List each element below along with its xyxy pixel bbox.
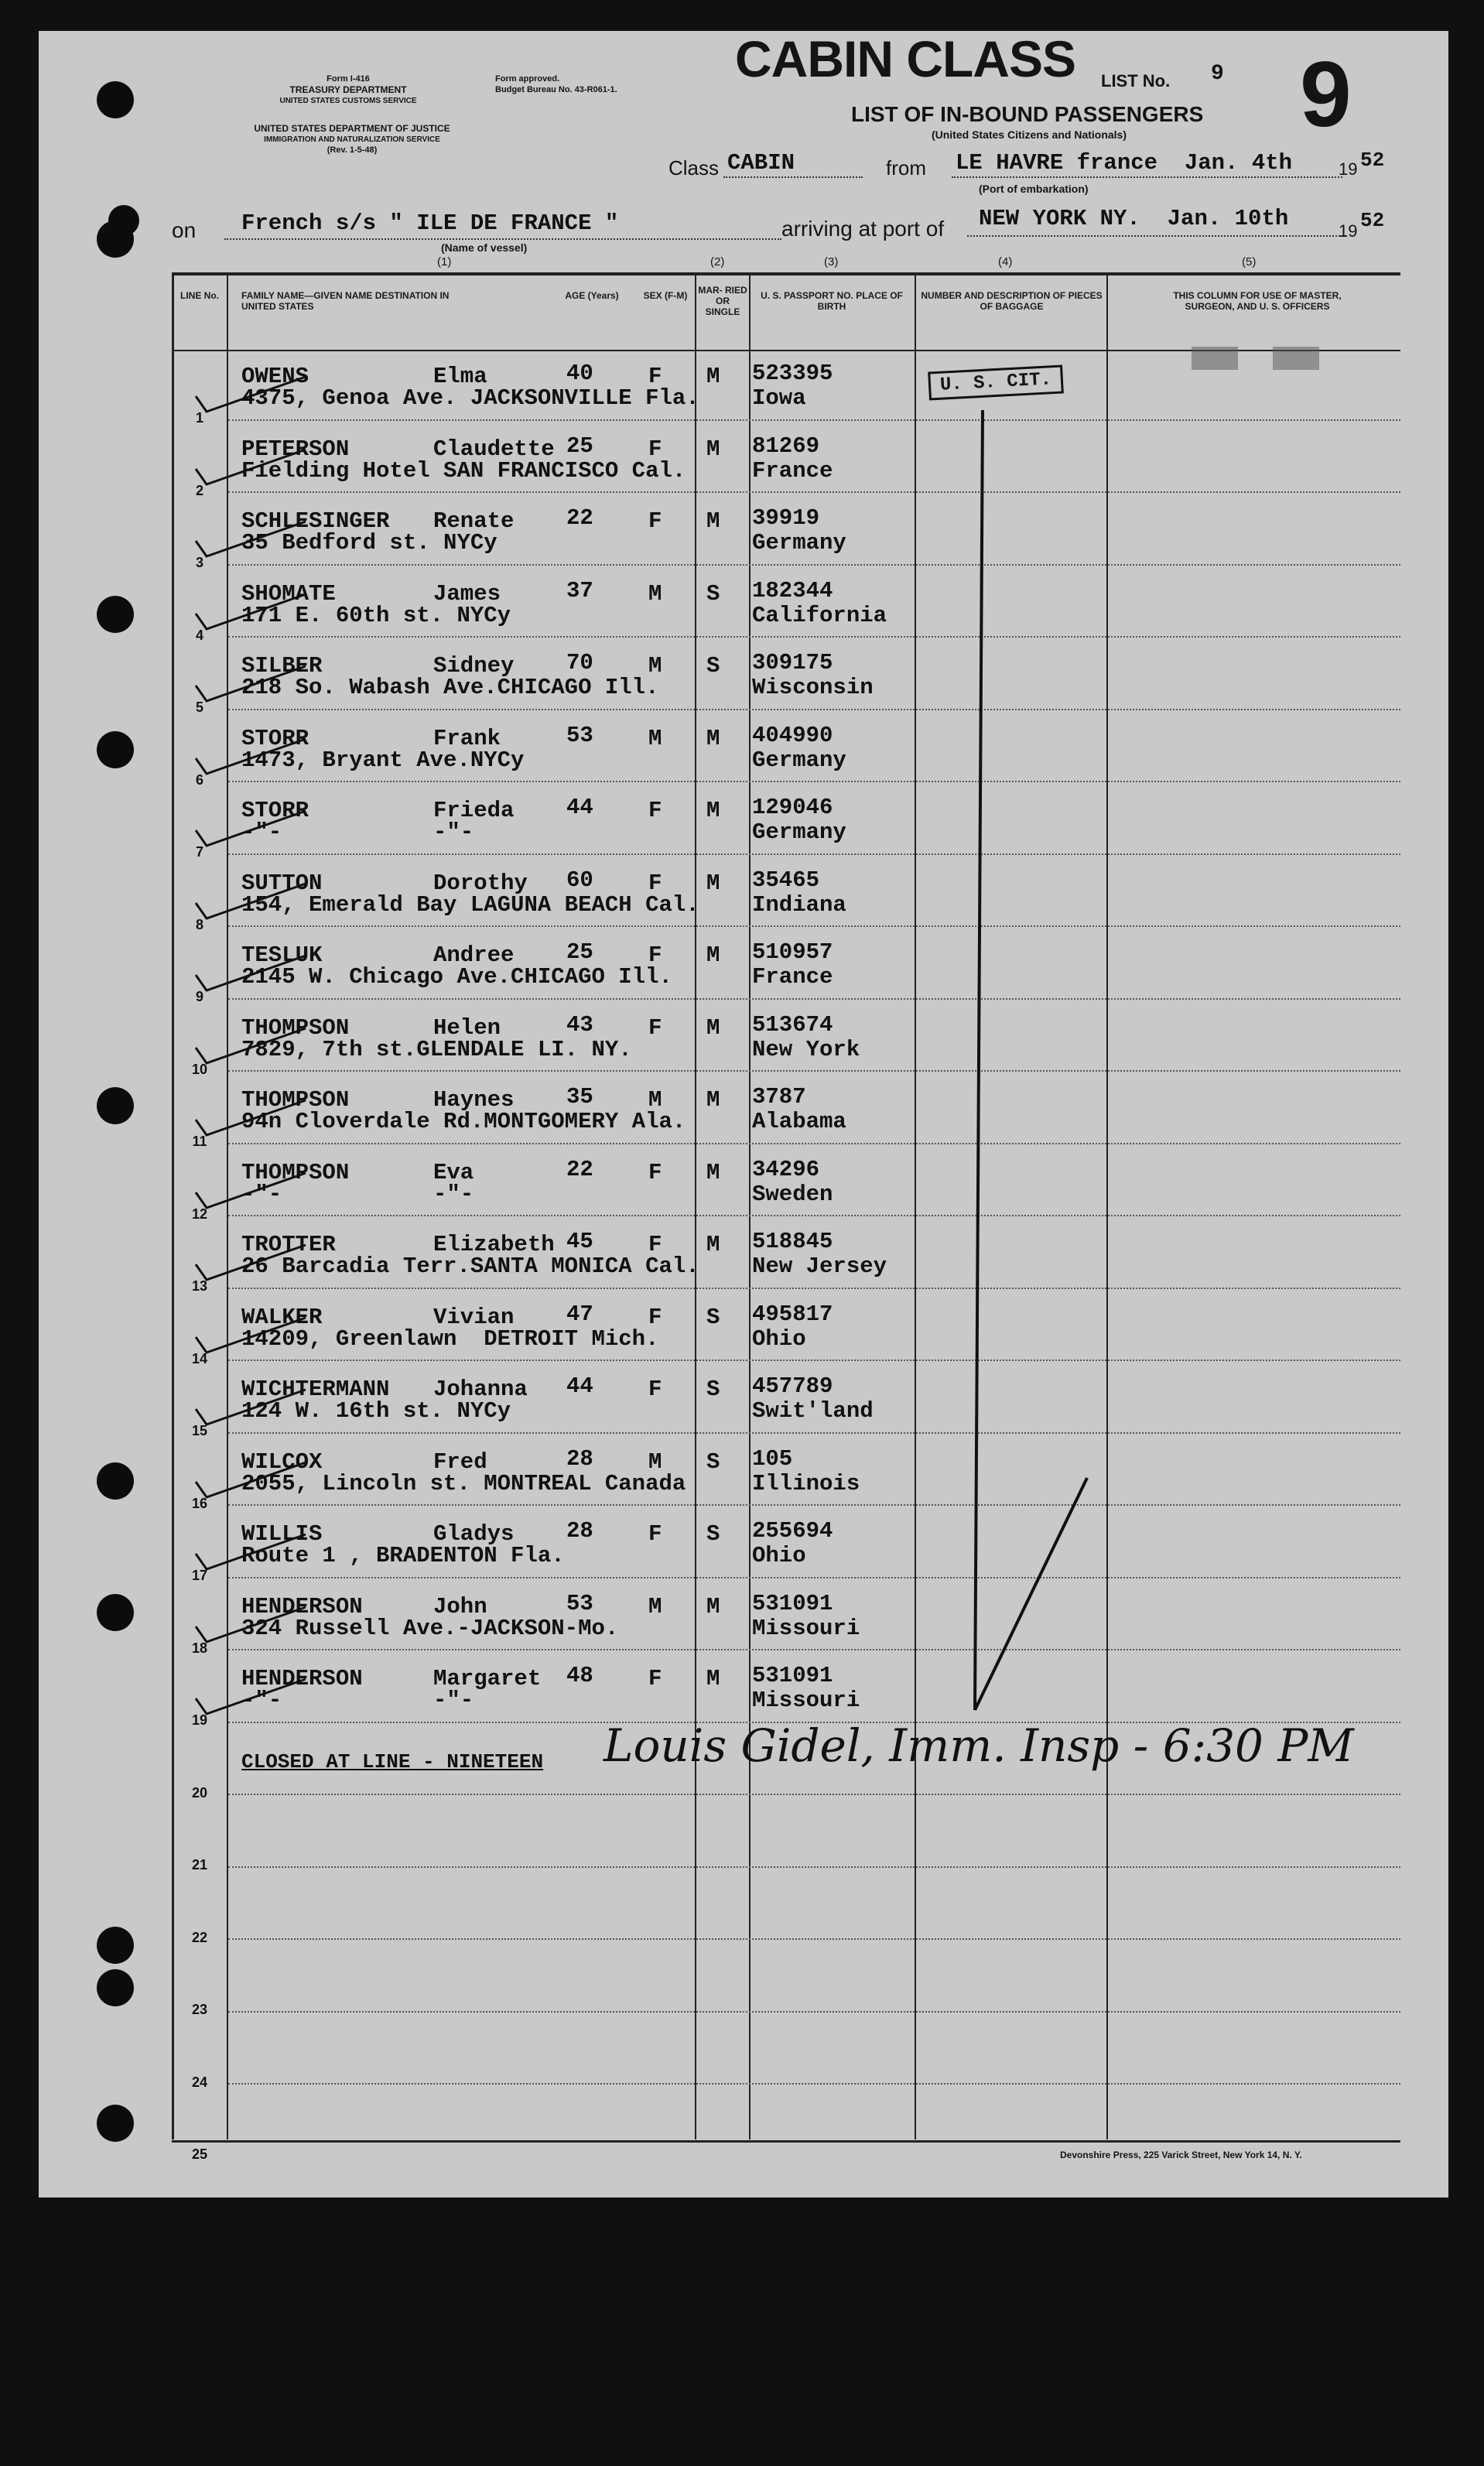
sex: M [648,653,662,679]
passport-number: 404990 [752,722,833,748]
passport-number: 531091 [752,1663,833,1688]
check-mark [190,880,313,926]
given-name: Andree [433,942,515,968]
place-of-birth: New York [752,1036,860,1062]
row-divider [228,1432,1400,1434]
marital-status: M [706,870,720,896]
age: 45 [566,1229,593,1254]
given-name: Margaret [433,1666,542,1691]
destination-address: 94n Cloverdale Rd.MONTGOMERY Ala. [241,1109,686,1134]
passport-number: 34296 [752,1156,820,1182]
place-of-birth: Illinois [752,1470,860,1496]
us-citizen-stamp: U. S. CIT. [928,364,1064,400]
line-number: 19 [191,1712,208,1728]
sex: M [648,580,662,607]
punch-hole [97,81,134,118]
check-mark [190,1459,313,1505]
place-of-birth: Germany [752,747,846,773]
family-name: OWENS [241,364,309,389]
baggage-ditto-line [959,410,1106,1726]
family-name: WALKER [241,1304,323,1330]
passport-number: 255694 [752,1518,833,1544]
age: 25 [566,939,593,965]
arriving-year-prefix: 19 [1339,221,1358,241]
col-number-3: (3) [824,255,839,268]
family-name: PETERSON [241,436,350,462]
row-divider [228,853,1400,855]
port-embarkation-caption: (Port of embarkation) [979,183,1089,195]
header-baggage: NUMBER AND DESCRIPTION OF PIECES OF BAGGAGE [921,290,1103,312]
destination-address: -"- [241,1688,282,1713]
family-name: HENDERSON [241,1593,363,1619]
vessel-underline [224,238,781,240]
passport-number: 510957 [752,939,833,965]
line-number: 18 [191,1640,208,1656]
destination-address: 7829, 7th st.GLENDALE LI. NY. [241,1036,632,1062]
given-name: James [433,580,501,607]
col-number-4: (4) [998,255,1013,268]
arriving-year: 52 [1360,209,1385,232]
line-number: 6 [195,771,203,788]
passport-number: 105 [752,1445,793,1472]
row-divider [228,1794,1400,1795]
check-mark [190,1314,313,1360]
family-name: THOMPSON [241,1087,350,1113]
sex: F [648,870,662,896]
family-name: THOMPSON [241,1159,350,1185]
destination-address: 2055, Lincoln st. MONTREAL Canada [241,1470,686,1496]
subtitle: LIST OF IN-BOUND PASSENGERS [851,102,1204,126]
family-name: WICHTERMANN [241,1377,390,1402]
header-name: FAMILY NAME—GIVEN NAME DESTINATION IN UNITED STATES [241,290,450,312]
destination-address: 324 Russell Ave.-JACKSON-Mo. [241,1615,619,1641]
age: 70 [566,650,593,675]
line-number: 17 [191,1568,208,1583]
family-name: TESLUK [241,942,323,968]
col-number-5: (5) [1242,255,1257,268]
class-underline [723,176,863,178]
table-left-border [172,275,174,2139]
destination-address: 124 W. 16th st. NYCy [241,1398,511,1424]
row-divider [228,1504,1400,1506]
place-of-birth: Ohio [752,1543,806,1568]
check-mark [190,1024,313,1071]
header-line-no: LINE No. [180,290,219,301]
given-name: Dorothy [433,870,528,896]
given-name-ditto: -"- [433,819,474,845]
marital-status: M [706,942,720,968]
sex: F [648,436,662,462]
place-of-birth: Alabama [752,1109,846,1134]
given-name: Johanna [433,1377,528,1402]
age: 40 [566,361,593,386]
row-divider [228,1288,1400,1289]
revision: (Rev. 1-5-48) [327,145,378,155]
check-mark [190,1531,313,1577]
marital-status: M [706,1666,720,1691]
given-name: Gladys [433,1521,515,1547]
family-name: WILCOX [241,1448,323,1475]
marital-status: S [706,1448,720,1475]
punch-hole [97,1594,134,1631]
col-divider-passport [749,275,751,2139]
year-value: 52 [1360,149,1385,172]
destination-address: -"- [241,1181,282,1207]
line-number: 2 [195,482,203,498]
place-of-birth: Germany [752,819,846,845]
age: 22 [566,505,593,531]
punch-hole [97,1969,134,2006]
row-divider [228,709,1400,710]
place-of-birth: Sweden [752,1181,833,1207]
form-number: Form I-416 [327,74,370,84]
place-of-birth: Swit'land [752,1398,874,1424]
punch-hole [97,596,134,633]
line-number: 14 [191,1350,208,1366]
passport-number: 513674 [752,1011,833,1038]
page-title: CABIN CLASS [735,30,1076,87]
given-name: Eva [433,1159,474,1185]
age: 22 [566,1156,593,1182]
line-number: 8 [195,916,203,932]
vessel-name: French s/s " ILE DE FRANCE " [241,210,619,236]
punch-hole [108,205,139,236]
check-mark [190,807,313,853]
given-name-ditto: -"- [433,1688,474,1713]
arriving-label: arriving at port of [781,217,945,241]
passport-number: 457789 [752,1373,833,1399]
destination-address: 26 Barcadia Terr.SANTA MONICA Cal. [241,1254,699,1279]
given-name: Helen [433,1014,501,1041]
inspector-signature: Louis Gidel, Imm. Insp - 6:30 PM [604,1719,1354,1772]
row-divider [228,1143,1400,1144]
on-label: on [172,218,197,242]
row-divider [228,781,1400,782]
family-name: SILBER [241,653,323,679]
given-name: Sidney [433,653,515,679]
header-age: AGE (Years) [565,290,619,301]
line-number: 11 [192,1134,207,1149]
passport-number: 531091 [752,1590,833,1616]
punch-hole [97,2105,134,2142]
line-number: 5 [195,699,203,715]
check-mark [190,373,313,419]
sex: M [648,725,662,751]
marital-status: M [706,1087,720,1113]
col-number-2: (2) [710,255,725,268]
age: 28 [566,1445,593,1472]
marital-status: S [706,1377,720,1402]
line-number: 23 [191,2002,208,2017]
row-divider [228,998,1400,1000]
destination-address: Fielding Hotel SAN FRANCISCO Cal. [241,457,686,484]
vessel-caption: (Name of vessel) [441,241,528,254]
passport-number: 129046 [752,795,833,820]
line-number: 9 [195,989,203,1004]
punch-hole [97,1462,134,1500]
place-of-birth: New Jersey [752,1254,887,1279]
family-name: HENDERSON [241,1666,363,1691]
check-mark [190,590,313,637]
closed-at-line: CLOSED AT LINE - NINETEEN [241,1750,544,1773]
class-label: Class [668,156,720,180]
sex: F [648,798,662,823]
sex: M [648,1448,662,1475]
age: 43 [566,1011,593,1038]
family-name: TROTTER [241,1232,336,1257]
marital-status: S [706,1304,720,1330]
header-passport: U. S. PASSPORT NO. PLACE OF BIRTH [761,290,903,312]
table-bottom-border [172,2140,1400,2143]
sex: F [648,508,662,534]
given-name: Renate [433,508,515,534]
arriving-value: NEW YORK NY. Jan. 10th [979,206,1289,231]
given-name: Elizabeth [433,1232,555,1257]
age: 60 [566,867,593,893]
age: 37 [566,577,593,604]
treasury-department: TREASURY DEPARTMENT [289,84,407,95]
check-mark [190,735,313,782]
destination-address: 1473, Bryant Ave.NYCy [241,747,525,773]
age: 48 [566,1663,593,1688]
given-name: Elma [433,364,487,389]
passport-number: 3787 [752,1084,806,1110]
check-mark [190,1241,313,1288]
punch-hole [97,1927,134,1964]
place-of-birth: Missouri [752,1615,860,1641]
destination-address: Route 1 , BRADENTON Fla. [241,1543,565,1568]
passport-number: 182344 [752,577,833,604]
row-divider [228,2083,1400,2085]
punch-hole [97,1087,134,1124]
line-number: 3 [195,555,203,570]
marital-status: M [706,1593,720,1619]
header-married: MAR- RIED OR SINGLE [698,285,747,317]
row-divider [228,1577,1400,1578]
sex: F [648,1377,662,1402]
destination-address: 154, Emerald Bay LAGUNA BEACH Cal. [241,891,699,918]
sex: F [648,1666,662,1691]
table-top-border [172,272,1400,275]
punch-hole [97,731,134,768]
given-name: Frank [433,725,501,751]
marital-status: S [706,580,720,607]
place-of-birth: France [752,457,833,484]
passport-number: 518845 [752,1229,833,1254]
row-divider [228,564,1400,566]
line-number: 16 [191,1495,208,1511]
family-name: THOMPSON [241,1014,350,1041]
class-value: CABIN [727,150,795,176]
big-list-number: 9 [1300,43,1352,146]
passport-number: 35465 [752,867,820,893]
given-name: Frieda [433,798,515,823]
sex: M [648,1593,662,1619]
row-divider [228,1938,1400,1940]
line-number: 20 [191,1784,208,1801]
age: 28 [566,1518,593,1544]
family-name: SHOMATE [241,580,336,607]
subtitle-citizens: (United States Citizens and Nationals) [931,128,1127,141]
sex: F [648,942,662,968]
place-of-birth: France [752,964,833,990]
line-number: 21 [191,1857,208,1873]
marital-status: S [706,1521,720,1547]
destination-address: -"- [241,819,282,845]
row-divider [228,1070,1400,1072]
row-divider [228,491,1400,493]
check-mark [190,1386,313,1432]
col-divider-marital [695,275,696,2139]
marital-status: M [706,1014,720,1041]
list-number: 9 [1211,62,1224,86]
row-divider [228,925,1400,927]
line-number: 22 [191,1929,208,1945]
destination-address: 4375, Genoa Ave. JACKSONVILLE Fla. [241,385,699,411]
immigration-service: IMMIGRATION AND NATURALIZATION SERVICE [264,135,440,144]
age: 35 [566,1084,593,1110]
line-number: 15 [191,1423,208,1438]
row-divider [228,1866,1400,1868]
check-mark [190,1675,313,1722]
given-name: Fred [433,1448,487,1475]
family-name: WILLIS [241,1521,323,1547]
age: 47 [566,1301,593,1327]
check-mark [190,662,313,709]
destination-address: 14209, Greenlawn DETROIT Mich. [241,1325,659,1352]
line-number: 10 [191,1061,208,1077]
age: 25 [566,433,593,459]
line-number: 25 [191,2146,208,2162]
budget-bureau: Budget Bureau No. 43-R061-1. [495,85,617,94]
marital-status: M [706,798,720,823]
arriving-underline [967,235,1346,237]
family-name: SCHLESINGER [241,508,390,534]
check-mark [190,446,313,492]
marital-status: M [706,436,720,462]
row-divider [228,636,1400,638]
col-number-1: (1) [437,255,452,268]
row-divider [228,419,1400,421]
line-number: 4 [195,627,203,643]
check-mark [190,952,313,998]
marital-status: M [706,508,720,534]
officer-stamp-mark [1273,347,1319,370]
passport-number: 523395 [752,361,833,386]
destination-address: 2145 W. Chicago Ave.CHICAGO Ill. [241,964,672,990]
family-name: STORR [241,798,309,823]
sex: F [648,1159,662,1185]
list-label: LIST No. [1101,71,1171,91]
passport-number: 81269 [752,433,820,459]
sex: F [648,1232,662,1257]
passport-number: 309175 [752,650,833,675]
form-approved: Form approved. [495,74,560,84]
row-divider [228,1649,1400,1650]
sex: F [648,364,662,389]
from-value: LE HAVRE france Jan. 4th [956,150,1293,176]
destination-address: 218 So. Wabash Ave.CHICAGO Ill. [241,675,659,700]
place-of-birth: Missouri [752,1688,860,1713]
year-prefix: 19 [1339,159,1358,179]
place-of-birth: Indiana [752,891,846,918]
row-divider [228,2011,1400,2013]
marital-status: M [706,1159,720,1185]
header-officers: THIS COLUMN FOR USE OF MASTER, SURGEON, AND U. S. OFFICERS [1173,290,1342,312]
passport-number: 39919 [752,505,820,531]
family-name: SUTTON [241,870,323,896]
place-of-birth: Iowa [752,385,806,411]
given-name: Vivian [433,1304,515,1330]
place-of-birth: California [752,602,887,628]
marital-status: S [706,653,720,679]
department-of-justice: UNITED STATES DEPARTMENT OF JUSTICE [254,123,450,134]
family-name: STORR [241,725,309,751]
row-divider [228,1360,1400,1361]
given-name: John [433,1593,487,1619]
sex: F [648,1304,662,1330]
place-of-birth: Wisconsin [752,675,874,700]
check-mark [190,1169,313,1216]
place-of-birth: Germany [752,530,846,556]
line-number: 13 [191,1278,208,1294]
line-number: 12 [191,1206,208,1222]
header-sex: SEX (F-M) [643,290,688,301]
officer-stamp-mark [1192,347,1238,370]
destination-address: 35 Bedford st. NYCy [241,530,498,556]
customs-service: UNITED STATES CUSTOMS SERVICE [279,97,417,105]
passport-number: 495817 [752,1301,833,1327]
given-name-ditto: -"- [433,1181,474,1207]
row-divider [228,1215,1400,1216]
from-label: from [886,156,926,180]
col-divider-baggage [915,275,916,2139]
marital-status: M [706,364,720,389]
printer-imprint: Devonshire Press, 225 Varick Street, New York 14, N. Y. [1060,2150,1302,2160]
line-number: 24 [191,2074,208,2090]
age: 53 [566,1590,593,1616]
check-mark [190,1096,313,1143]
given-name: Claudette [433,436,555,462]
check-mark [190,1603,313,1650]
age: 44 [566,795,593,820]
marital-status: M [706,725,720,751]
sex: F [648,1014,662,1041]
col-divider-officers [1106,275,1108,2139]
age: 53 [566,722,593,748]
line-number: 7 [195,844,203,860]
check-mark [190,518,313,564]
line-number: 1 [195,410,203,426]
sex: F [648,1521,662,1547]
marital-status: M [706,1232,720,1257]
place-of-birth: Ohio [752,1325,806,1352]
given-name: Haynes [433,1087,515,1113]
from-underline [952,176,1342,178]
sex: M [648,1087,662,1113]
age: 44 [566,1373,593,1399]
destination-address: 171 E. 60th st. NYCy [241,602,511,628]
